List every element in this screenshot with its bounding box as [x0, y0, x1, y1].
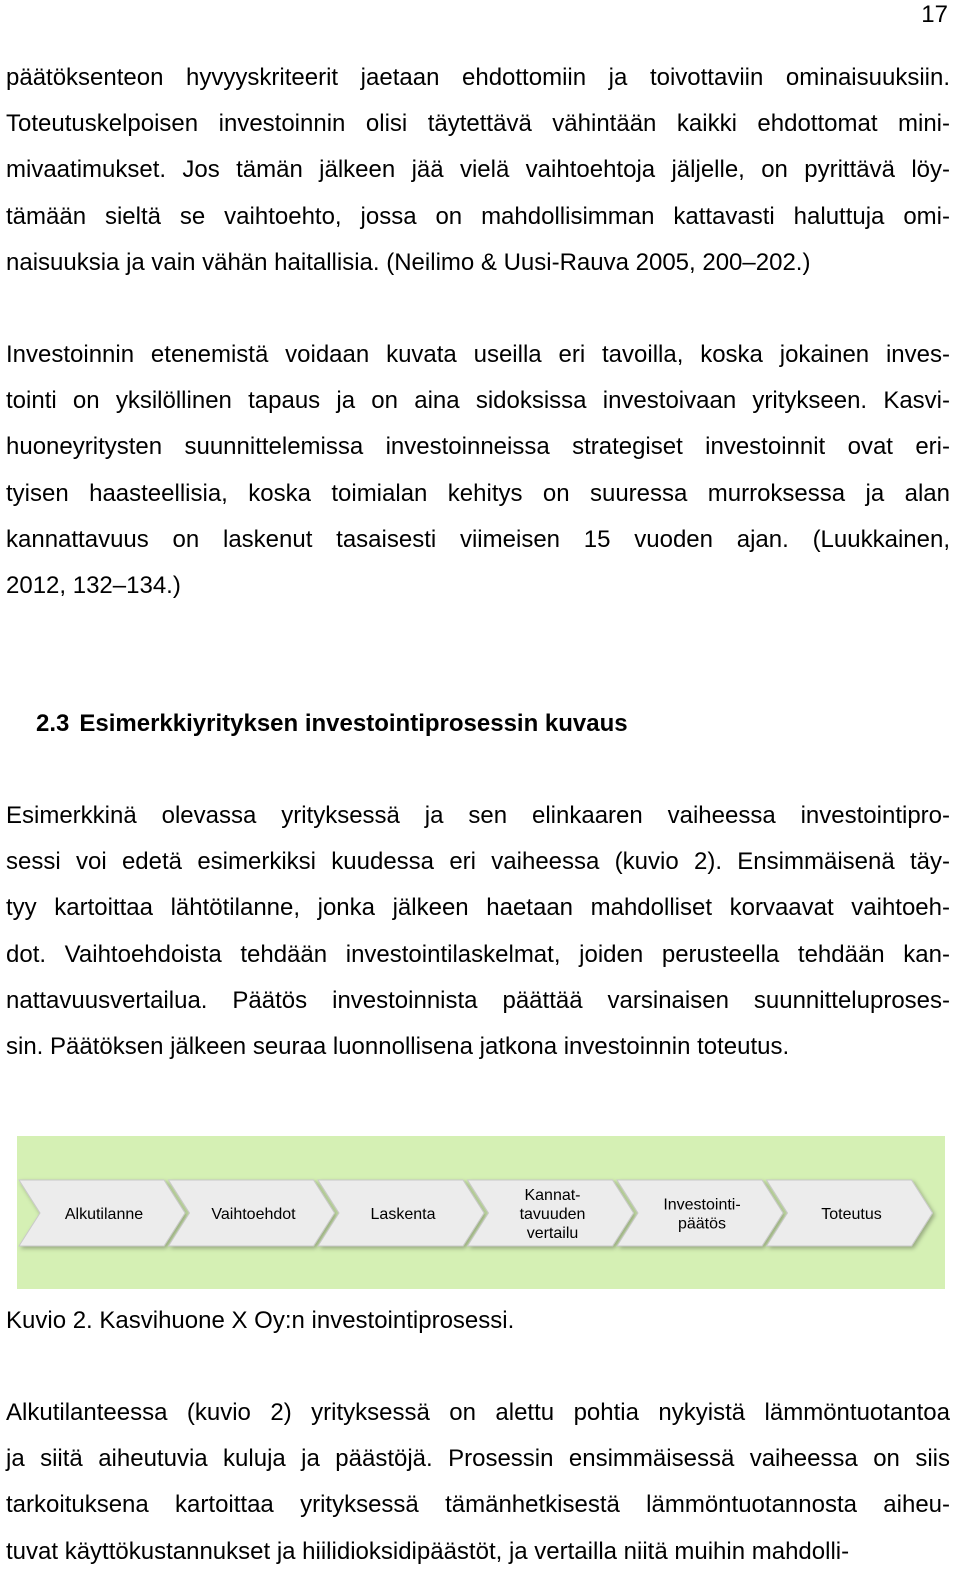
- step-label: Vaihtoehdot: [211, 1206, 296, 1223]
- text-line: sessi voi edetä esimerkiksi kuudessa eri vaiheessa (kuvio 2). Ensimmäisenä täy-: [6, 848, 950, 876]
- step-label: Laskenta: [370, 1206, 436, 1223]
- text-line: ja siitä aiheutuvia kuluja ja päästöjä. Prosessin ensimmäisessä vaiheessa on siis: [6, 1445, 950, 1473]
- process-step: [468, 1180, 634, 1246]
- step-label: Investointi-: [663, 1196, 741, 1214]
- step-label: Toteutus: [821, 1206, 882, 1223]
- section-number: 2.3: [36, 710, 70, 737]
- text-line: dot. Vaihtoehdoista tehdään investointilaskelmat, joiden perusteella tehdään kan-: [6, 940, 950, 968]
- text-line: kannattavuus on laskenut tasaisesti viimeisen 15 vuoden ajan. (Luukkainen,: [6, 525, 950, 553]
- process-diagram: [17, 1136, 945, 1289]
- text-line: nattavuusvertailua. Päätös investoinnista päättää varsinaisen suunnitteluproses-: [6, 986, 950, 1014]
- text-line: tointi on yksilöllinen tapaus ja on aina sidoksissa investoivaan yritykseen. Kasvi-: [6, 387, 950, 415]
- page-number: 17: [921, 1, 948, 28]
- step-label: vertailu: [526, 1225, 579, 1242]
- figure-caption: Kuvio 2. Kasvihuone X Oy:n investointiprosessi.: [6, 1307, 515, 1334]
- text-line: tyy kartoittaa lähtötilanne, jonka jälkeen haetaan mahdolliset korvaavat vaihtoeh-: [6, 894, 950, 922]
- text-line: Esimerkkinä olevassa yrityksessä ja sen elinkaaren vaiheessa investointipro-: [6, 802, 950, 829]
- text-line: tämään sieltä se vaihtoehto, jossa on mahdollisimman kattavasti haluttuja omi-: [6, 202, 950, 230]
- text-line: Toteutuskelpoisen investoinnin olisi täytettävä vähintään kaikki ehdottomat mini-: [6, 110, 950, 138]
- step-label: Kannat-: [524, 1187, 581, 1204]
- process-step: [617, 1180, 783, 1246]
- process-step: [19, 1180, 185, 1246]
- text-line: tuvat käyttökustannukset ja hiilidioksidipäästöt, ja vertailla niitä muihin mahdolli-: [6, 1537, 850, 1565]
- text-line: mivaatimukset. Jos tämän jälkeen jää vielä vaihtoehtoja jäljelle, on pyrittävä löy-: [6, 156, 950, 184]
- text-line: huoneyritysten suunnittelemissa investoinneissa strategiset investoinnit ovat eri-: [6, 433, 950, 461]
- process-step: [169, 1180, 335, 1246]
- step-label: päätös: [677, 1215, 727, 1233]
- text-line: naisuuksia ja vain vähän haitallisia. (Neilimo & Uusi-Rauva 2005, 200–202.): [6, 248, 811, 276]
- text-line: Investoinnin etenemistä voidaan kuvata useilla eri tavoilla, koska jokainen inves-: [6, 341, 950, 368]
- text-line: tarkoituksena kartoittaa yrityksessä tämänhetkisestä lämmöntuotannosta aiheu-: [6, 1491, 950, 1519]
- process-step: [767, 1180, 933, 1246]
- step-label: Alkutilanne: [64, 1206, 144, 1223]
- section-title: Esimerkkiyrityksen investointiprosessin kuvaus: [79, 710, 628, 737]
- step-label: tavuuden: [519, 1206, 586, 1223]
- text-line: 2012, 132–134.): [6, 572, 181, 599]
- text-line: tyisen haasteellisia, koska toimialan kehitys on suuressa murroksessa ja alan: [6, 479, 950, 507]
- process-step: [318, 1180, 484, 1246]
- text-line: päätöksenteon hyvyyskriteerit jaetaan ehdottomiin ja toivottaviin ominaisuuksiin.: [6, 64, 950, 91]
- text-line: Alkutilanteessa (kuvio 2) yrityksessä on alettu pohtia nykyistä lämmöntuotantoa: [6, 1399, 950, 1426]
- text-line: sin. Päätöksen jälkeen seuraa luonnollisena jatkona investoinnin toteutus.: [6, 1033, 790, 1060]
- section-heading: [36, 708, 628, 740]
